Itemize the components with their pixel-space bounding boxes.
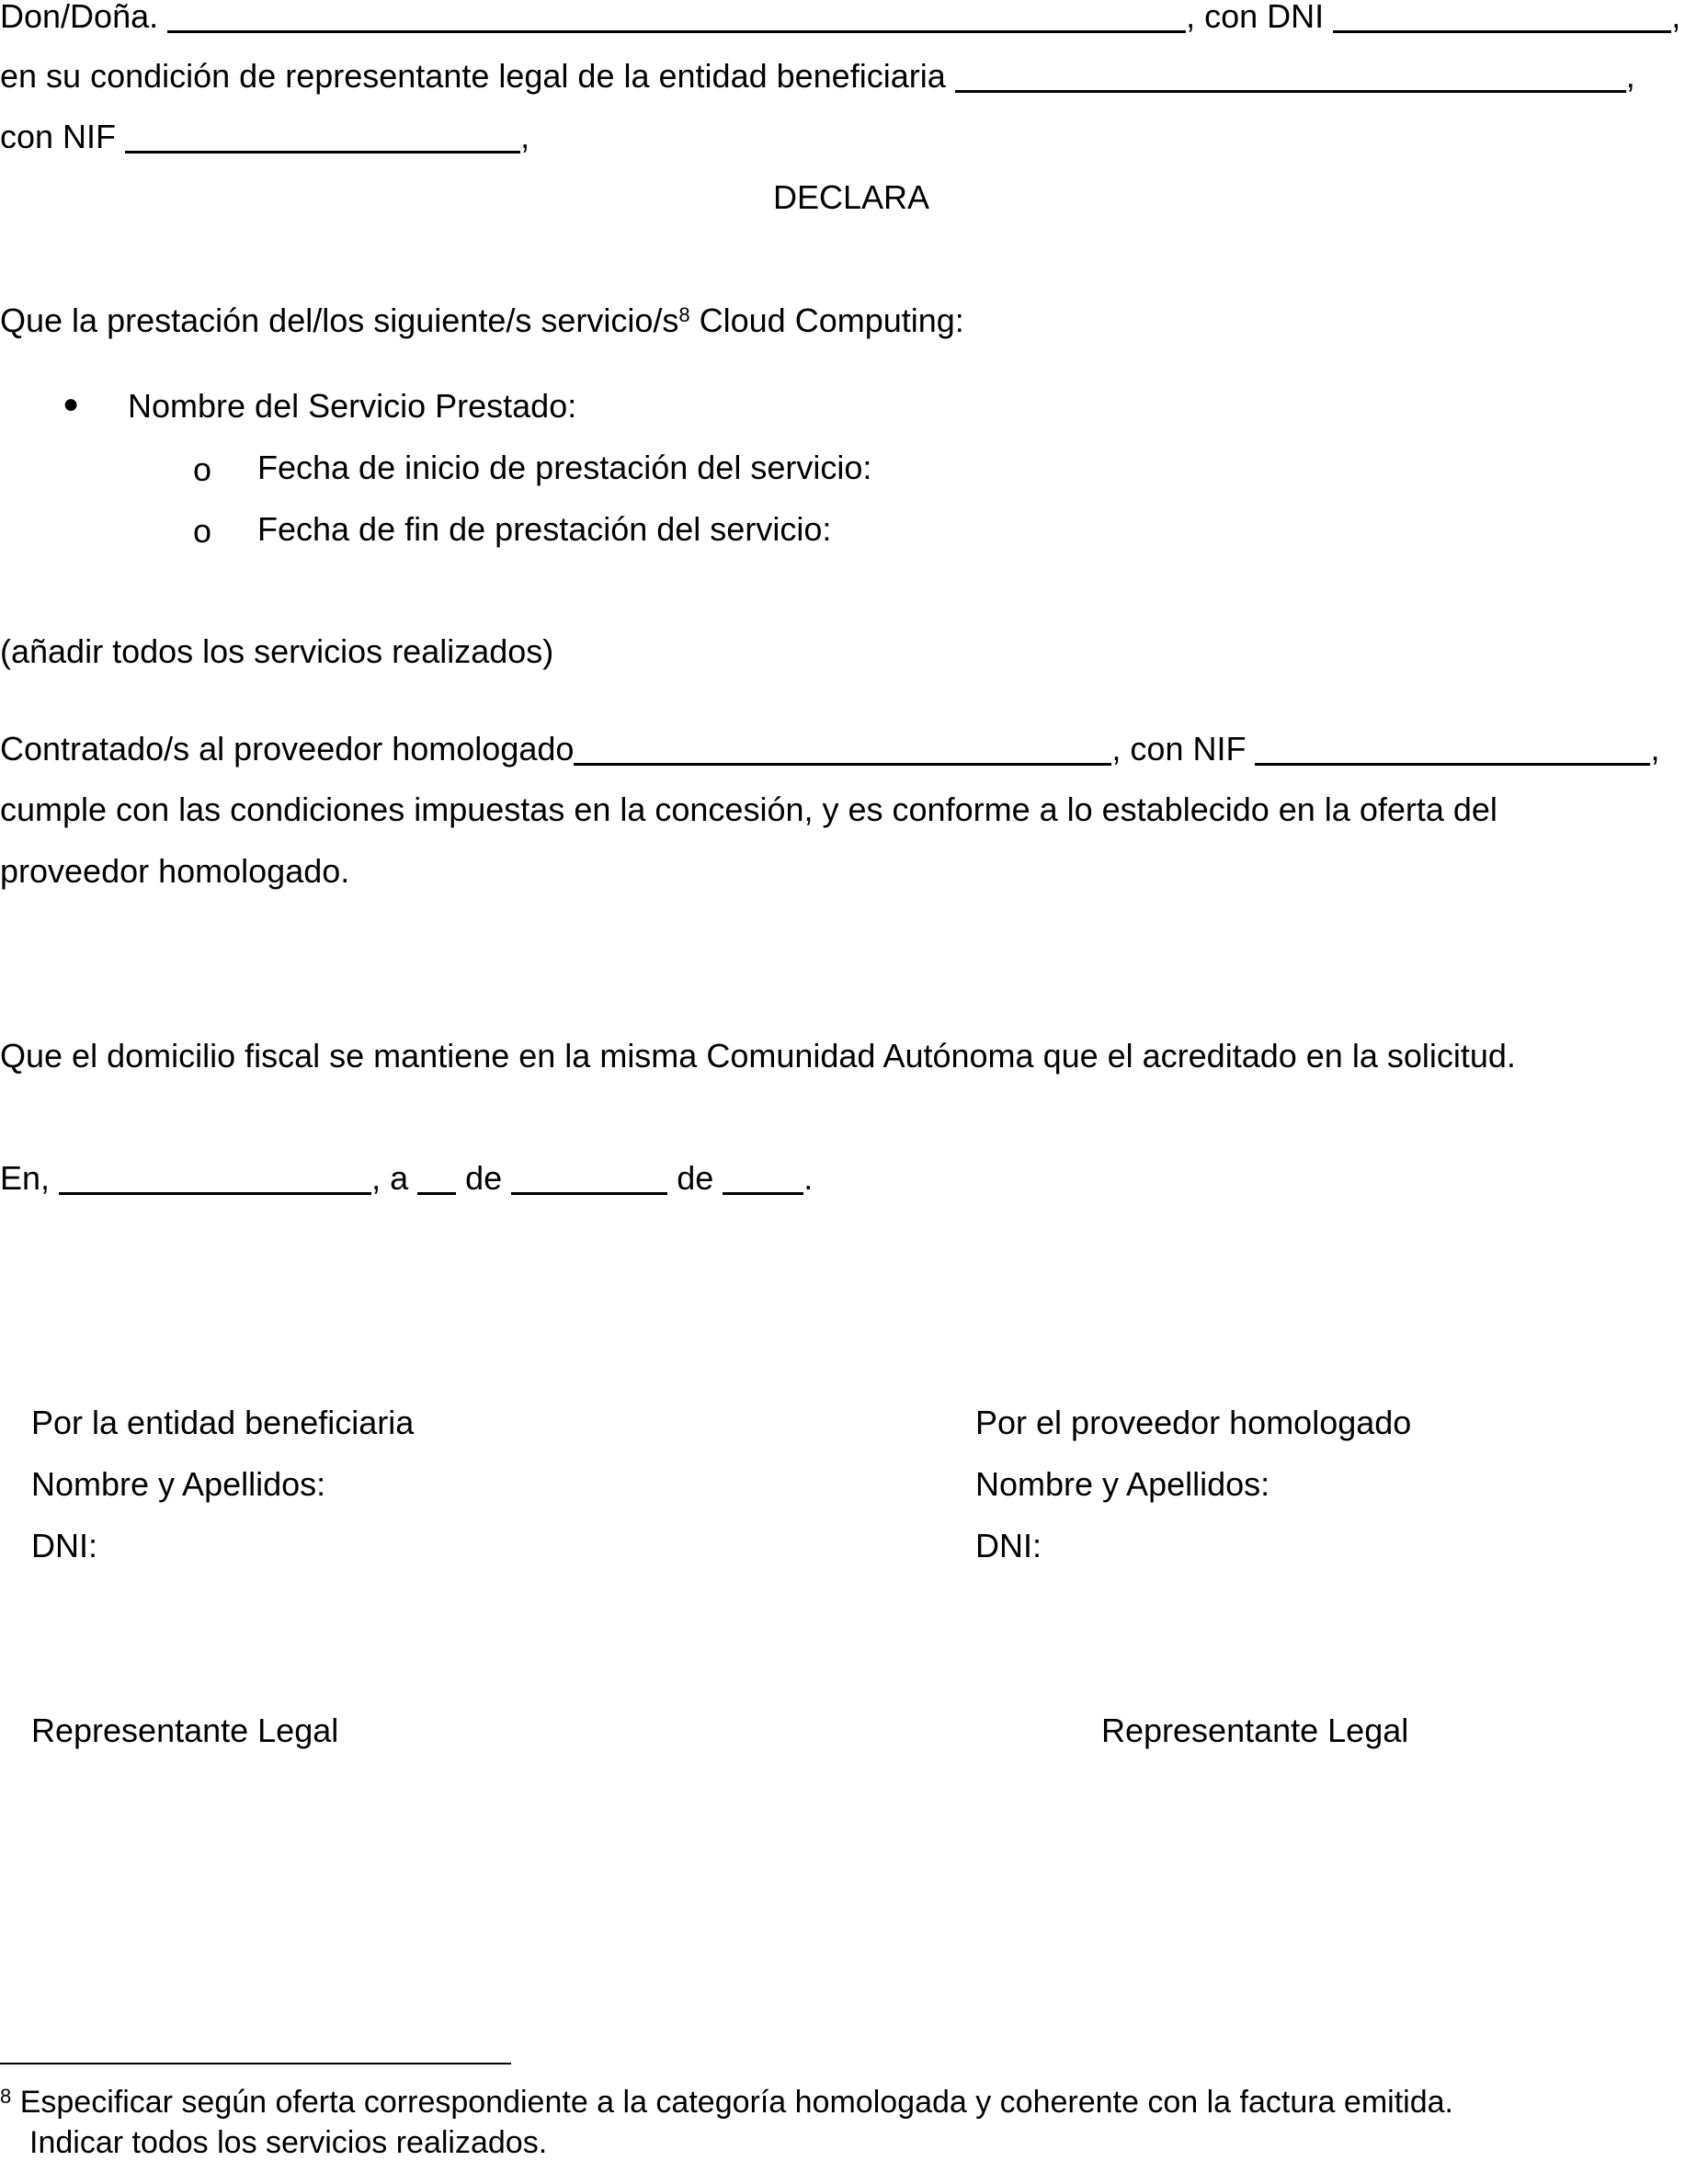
proveedor-blank[interactable] (574, 735, 1111, 766)
firma-left-title: Por la entidad beneficiaria (31, 1404, 415, 1441)
contratado-line2: cumple con las condiciones impuestas en la concesión, y es conforme a lo establecido en la oferta del (0, 790, 1497, 828)
firma-left-nombre: Nombre y Apellidos: (31, 1465, 326, 1503)
servicios-lead-end: Cloud Computing: (689, 301, 964, 339)
anio-blank[interactable] (723, 1165, 803, 1195)
bullet-icon: ● (63, 389, 80, 419)
comma: , (1625, 57, 1635, 95)
footnote-number: 8 (0, 2085, 12, 2108)
dni-blank[interactable] (1333, 3, 1671, 33)
declara-heading: DECLARA (773, 178, 930, 216)
nif-line (0, 119, 529, 155)
servicio-nombre: Nombre del Servicio Prestado: (128, 387, 577, 425)
firma-left-dni: DNI: (31, 1527, 97, 1564)
servicios-note: (añadir todos los servicios realizados) (0, 632, 554, 670)
fecha-inicio: Fecha de inicio de prestación del servicio: (257, 449, 872, 486)
contratado-lead: Contratado/s al proveedor homologado (0, 730, 575, 768)
condicion-line (0, 58, 1635, 95)
servicios-lead (0, 302, 964, 339)
dia-blank[interactable] (417, 1165, 456, 1195)
comma: , (1671, 0, 1681, 35)
firma-left-rep: Representante Legal (31, 1712, 339, 1749)
period: . (803, 1159, 814, 1197)
fecha-fin: Fecha de fin de prestación del servicio: (257, 510, 832, 548)
lugar-blank[interactable] (59, 1165, 371, 1195)
nif-blank[interactable] (125, 123, 520, 154)
contratado-line (0, 731, 1660, 768)
firma-right-dni: DNI: (975, 1527, 1042, 1564)
fecha-a: , a (371, 1159, 409, 1197)
fecha-en: En, (0, 1159, 51, 1197)
mes-blank[interactable] (511, 1165, 667, 1195)
domicilio-text: Que el domicilio fiscal se mantiene en la misma Comunidad Autónoma que el acreditado en la solicitud. (0, 1037, 1516, 1075)
footnote-line2: Indicar todos los servicios realizados. (29, 2125, 548, 2160)
don-line (0, 0, 1680, 35)
fecha-de: de (465, 1159, 503, 1197)
condicion-label: en su condición de representante legal de la entidad beneficiaria (0, 57, 946, 95)
firma-right-nombre: Nombre y Apellidos: (975, 1465, 1270, 1503)
contratado-nif-label: , con NIF (1111, 730, 1247, 768)
don-label: Don/Doña. (0, 0, 159, 35)
sub-marker: o (193, 450, 212, 488)
servicios-lead-text: Que la prestación del/los siguiente/s servicio/s (0, 301, 679, 339)
footnote-ref: 8 (678, 303, 690, 326)
fecha-de: de (677, 1159, 714, 1197)
footnote-divider (0, 2063, 511, 2064)
contratado-line3: proveedor homologado. (0, 852, 350, 890)
firma-right-title: Por el proveedor homologado (975, 1404, 1412, 1441)
con-dni-label: , con DNI (1186, 0, 1325, 35)
entidad-blank[interactable] (955, 63, 1626, 93)
sub-marker: o (193, 512, 212, 550)
fecha-line (0, 1160, 813, 1197)
proveedor-nif-blank[interactable] (1255, 735, 1650, 766)
nombre-blank[interactable] (167, 3, 1186, 33)
footnote-line1 (0, 2084, 1453, 2121)
comma: , (520, 118, 530, 155)
footnote-text: Especificar según oferta correspondiente a la categoría homologada y coherente con la factura emitida. (11, 2085, 1453, 2120)
comma: , (1650, 730, 1660, 768)
firma-right-rep: Representante Legal (1101, 1712, 1409, 1749)
con-nif-label: con NIF (0, 118, 117, 155)
